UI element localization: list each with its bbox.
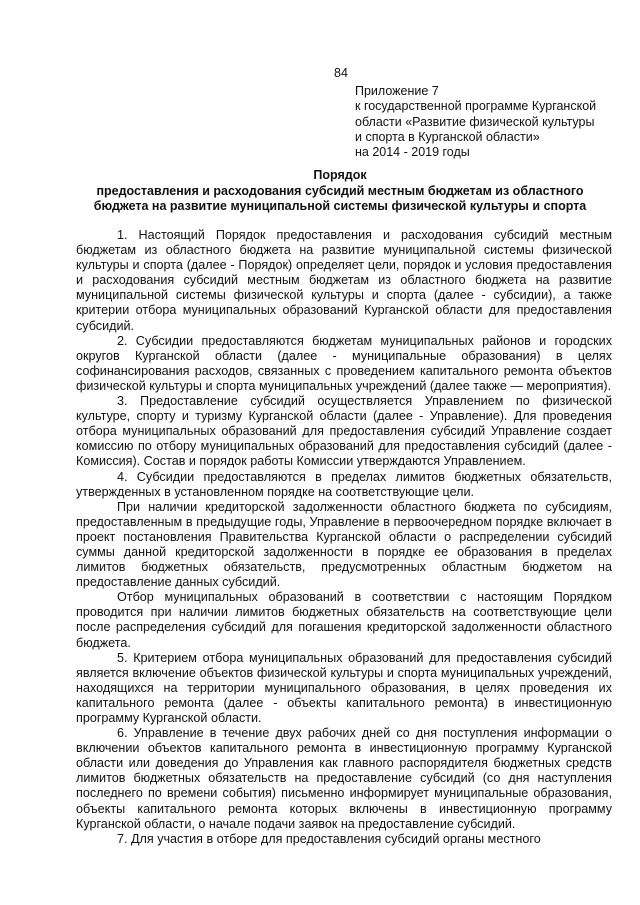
appendix-line: и спорта в Курганской области» [355, 129, 540, 144]
appendix-header [355, 84, 615, 160]
appendix-line: к государственной программе Курганской [355, 99, 597, 114]
paragraph: 7. Для участия в отборе для предоставления субсидий органы местного [117, 831, 541, 846]
paragraph: 4. Субсидии предоставляются в пределах лимитов бюджетных обязательств, утвержденных в установленном порядке на соответствующие цели. [76, 469, 612, 499]
document-body [76, 228, 612, 847]
paragraph: 5. Критерием отбора муниципальных образований для предоставления субсидий является включение объектов физической культуры и спорта муниципальных учреждений, находящихся на территории муниципального образования, в целях проведения их капитального ремонта (далее - объекты капитального ремонта) в инвестиционную программу Курганской области. [76, 650, 612, 725]
appendix-line: Приложение 7 [355, 84, 439, 98]
paragraph: 2. Субсидии предоставляются бюджетам муниципальных районов и городских округов Курганской области (далее - муниципальные образования) в целях софинансирования расходов, связанных с проведением капитального ремонта объектов физической культуры и спорта муниципальных учреждений (далее также — мероприятия). [76, 333, 612, 393]
paragraph: 1. Настоящий Порядок предоставления и расходования субсидий местным бюджетам из областного бюджета на развитие муниципальной системы физической культуры и спорта (далее - Порядок) определяет цели, порядок и условия предоставления и расходования субсидий местным бюджетам из областного бюджета на развитие муниципальной системы физической культуры и спорта (далее - субсидии), а также критерии отбора муниципальных образований Курганской области для предоставления субсидий. [76, 228, 612, 333]
appendix-line: области «Развитие физической культуры [355, 114, 595, 129]
paragraph: Отбор муниципальных образований в соответствии с настоящим Порядком проводится при наличии лимитов бюджетных обязательств на соответствующие цели после распределения субсидий для погашения кредиторской задолженности областного бюджета. [76, 590, 612, 650]
appendix-line: на 2014 - 2019 годы [355, 145, 470, 160]
paragraph: 6. Управление в течение двух рабочих дней со дня поступления информации о включении объектов капитального ремонта в инвестиционную программу Курганской области или доведения до Управления как главного распорядителя бюджетных средств лимитов бюджетных обязательств на предоставление субсидий (со дня наступления последнего по времени события) письменно информирует муниципальные образования, объекты капитального ремонта которых включены в инвестиционную программу Курганской области, о начале подачи заявок на предоставление субсидий. [76, 726, 612, 831]
paragraph: При наличии кредиторской задолженности областного бюджета по субсидиям, предоставленным в предыдущие годы, Управление в первоочередном порядке включает в проект постановления Правительства Курганской области о распределении субсидий суммы данной кредиторской задолженности в порядке ее образования в пределах лимитов бюджетных обязательств, предусмотренных областным бюджетом на предоставление данных субсидий. [76, 499, 612, 590]
paragraph: 3. Предоставление субсидий осуществляется Управлением по физической культуре, спорту и туризму Курганской области (далее - Управление). Для проведения отбора муниципальных образований для предоставления субсидий Управление создает комиссию по отбору муниципальных образований для предоставления субсидий (далее - Комиссия). Состав и порядок работы Комиссии утверждаются Управлением. [76, 394, 612, 469]
title-heading: Порядок [313, 168, 367, 182]
page-number: 84 [334, 66, 348, 80]
document-title [70, 168, 610, 215]
title-subtitle: предоставления и расходования субсидий местным бюджетам из областного бюджета на развитие муниципальной системы физической культуры и спорта [93, 183, 587, 213]
